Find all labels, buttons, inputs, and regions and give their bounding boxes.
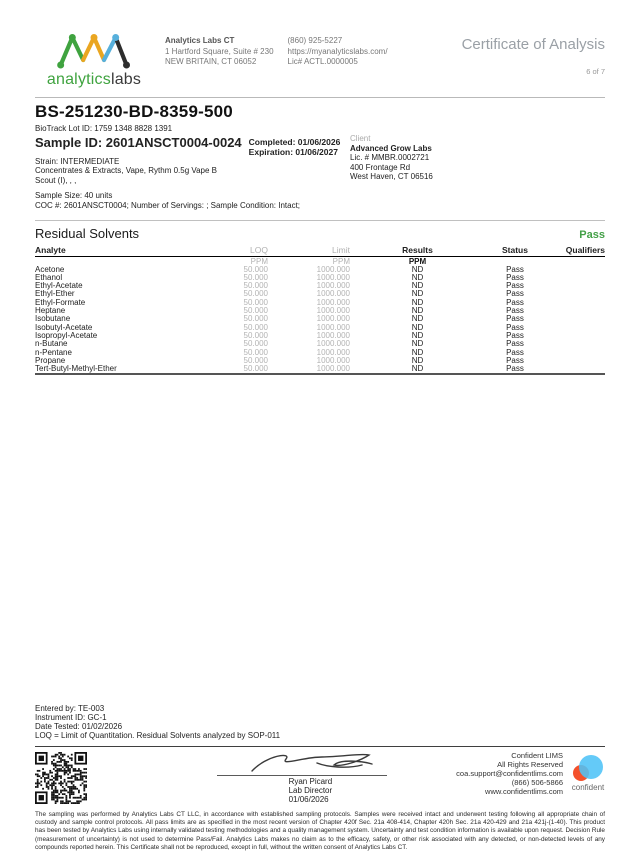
strain: Strain: INTERMEDIATE xyxy=(35,156,120,166)
confident-brand-name: confident xyxy=(571,782,605,792)
section-status-badge: Pass xyxy=(579,228,605,241)
lab-website: https://myanalyticslabs.com/ xyxy=(287,46,388,56)
table-row: Ethyl-Formate 50.000 1000.000 ND Pass xyxy=(35,297,524,307)
signature-block xyxy=(147,751,456,804)
section-header xyxy=(35,220,605,241)
completed-date: Completed: 01/06/2026 xyxy=(248,136,341,147)
col-header-results: Results xyxy=(402,244,433,255)
sample-size: Sample Size: 40 units xyxy=(35,191,113,201)
lab-logo xyxy=(35,30,153,89)
signer-title: Lab Director xyxy=(288,785,333,795)
client-license: Lic. # MMBR.0002721 xyxy=(350,153,430,163)
signature-row xyxy=(35,746,605,804)
lab-phone: (860) 925-5227 xyxy=(287,36,343,45)
lab-logo-zigzag-icon xyxy=(48,30,140,70)
signer-name: Ryan Picard xyxy=(288,776,333,786)
lab-contact-info xyxy=(165,36,388,68)
qr-code xyxy=(35,752,87,804)
client-block xyxy=(350,134,433,182)
loq-note: LOQ = Limit of Quantitation. Residual Solvents analyzed by SOP-011 xyxy=(35,730,281,740)
disclaimer: The sampling was performed by Analytics Labs CT LLC, in accordance with established sampling protocols. Samples were received intact and underwent testing following all appropriate chain of custody and sample control protocols. All pass limits are as specified in the most recent version of Chapter 420f Sec. 21a 408-414, Chapter 420h Sec. 21a 420-429 and 21a 421j-(1-40). This product has been tested by Analytics Labs using internally validated testing methodologies and a quality management system. Uncertainty and test condition information is available upon request. Decision Rule (measurement of uncertainty) is not used to determine Pass/Fail. Analytics Labs makes no claim as to the efficacy, safety, or other risk associated with any detected, or non-detected levels of any compounds reported herein. This Certificate shall not be reproduced, except in full, without the written consent of Analytics Labs CT. xyxy=(35,810,605,851)
confident-brand xyxy=(571,755,605,792)
product-description: Concentrates & Extracts, Vape, Rythm 0.5g Vape B Scout (I), , , xyxy=(35,166,218,185)
col-header-status: Status xyxy=(502,244,528,255)
client-name: Advanced Grow Labs xyxy=(350,143,432,153)
lims-rights: All Rights Reserved xyxy=(497,759,563,769)
client-address-line1: 400 Frontage Rd xyxy=(350,162,411,172)
batch-id: BS-251230-BD-8359-500 xyxy=(35,102,233,121)
col-header-analyte: Analyte xyxy=(35,244,66,255)
lab-address-line2: NEW BRITAIN, CT 06052 xyxy=(165,57,257,66)
header xyxy=(35,28,605,98)
table-row: Ethyl-Ether 50.000 1000.000 ND Pass xyxy=(35,289,524,299)
lab-logo-wordmark: analyticslabs xyxy=(46,71,142,88)
coc-line: COC #: 2601ANSCT0004; Number of Servings: ; Sample Condition: Intact; xyxy=(35,200,301,210)
document-title: Certificate of Analysis xyxy=(461,36,605,53)
table-row: Heptane 50.000 1000.000 ND Pass xyxy=(35,306,524,316)
confident-logo-icon xyxy=(571,755,605,783)
table-row: Ethanol 50.000 1000.000 ND Pass xyxy=(35,272,524,282)
entered-by: Entered by: TE-003 xyxy=(35,704,105,714)
page-number: 6 of 7 xyxy=(586,67,605,76)
units-results: PPM xyxy=(408,256,427,266)
units-loq: PPM xyxy=(250,256,268,266)
sample-id: Sample ID: 2601ANSCT0004-0024 xyxy=(35,134,242,150)
table-row: Isobutyl-Acetate 50.000 1000.000 ND Pass xyxy=(35,322,524,332)
biotrack-lot-id: BioTrack Lot ID: 1759 1348 8828 1391 xyxy=(35,124,173,133)
client-label: Client xyxy=(350,134,371,143)
table-row: Propane 50.000 1000.000 ND Pass xyxy=(35,355,524,365)
lab-license: Lic# ACTL.0000005 xyxy=(287,57,358,66)
section-title: Residual Solvents xyxy=(35,225,140,241)
units-limit: PPM xyxy=(332,256,350,266)
lims-name: Confident LIMS xyxy=(511,750,563,760)
lab-address-line1: 1 Hartford Square, Suite # 230 xyxy=(165,46,274,56)
residual-solvents-table xyxy=(35,245,605,376)
table-row: n-Pentane 50.000 1000.000 ND Pass xyxy=(35,347,524,357)
signature-date: 01/06/2026 xyxy=(288,794,329,804)
table-row: Isobutane 50.000 1000.000 ND Pass xyxy=(35,314,524,324)
instrument-id: Instrument ID: GC-1 xyxy=(35,713,107,723)
solvent-rows xyxy=(35,266,605,375)
col-header-qualifiers: Qualifiers xyxy=(565,244,605,255)
table-row: n-Butane 50.000 1000.000 ND Pass xyxy=(35,339,524,349)
table-header-row xyxy=(35,245,605,257)
lims-phone: (866) 506-5866 xyxy=(511,778,563,788)
table-row: Acetone 50.000 1000.000 ND Pass xyxy=(35,264,524,274)
lims-website: www.confidentlims.com xyxy=(485,787,563,797)
lims-block xyxy=(456,751,605,797)
lab-name: Analytics Labs CT xyxy=(165,36,235,45)
test-metadata xyxy=(35,705,605,740)
signature-line xyxy=(217,775,387,776)
date-tested: Date Tested: 01/02/2026 xyxy=(35,722,123,732)
col-header-loq: LOQ xyxy=(250,244,268,255)
client-address-line2: West Haven, CT 06516 xyxy=(350,172,433,182)
col-header-limit: Limit xyxy=(332,244,350,255)
sample-info-area xyxy=(35,124,605,211)
expiration-date: Expiration: 01/06/2027 xyxy=(248,146,338,157)
signature-icon xyxy=(222,751,382,777)
table-row: Tert-Butyl-Methyl-Ether 50.000 1000.000 ND Pass xyxy=(35,364,524,374)
table-row: Isopropyl-Acetate 50.000 1000.000 ND Pass xyxy=(35,330,524,340)
lims-email: coa.support@confidentlims.com xyxy=(456,769,563,779)
table-row: Ethyl-Acetate 50.000 1000.000 ND Pass xyxy=(35,281,524,291)
